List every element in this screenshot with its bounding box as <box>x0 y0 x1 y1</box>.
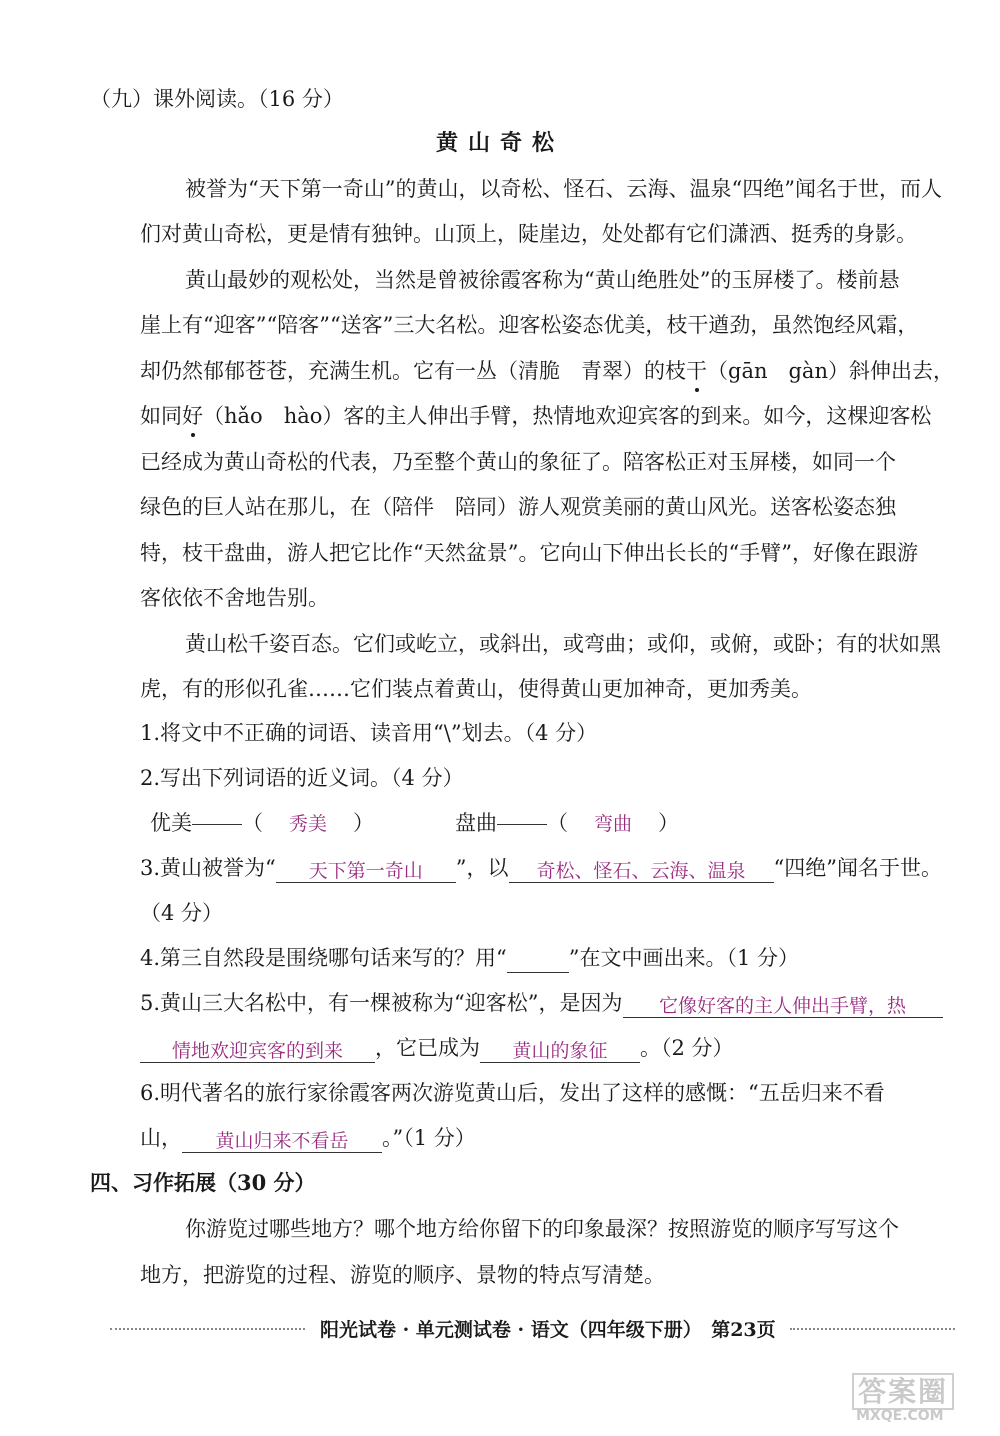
open-paren: （ <box>547 811 568 835</box>
paragraph3-line2: 虎，有的形似孔雀……它们装点着黄山，使得黄山更加神奇，更加秀美。 <box>140 677 812 701</box>
answer-blank-5a-cont[interactable]: 情地欢迎宾客的到来 <box>140 1036 375 1063</box>
dash-line <box>192 824 242 826</box>
dotted-character: 好 <box>182 401 203 431</box>
text-segment: ，它已成为 <box>375 1036 480 1060</box>
text-segment: 。”（1 分） <box>382 1126 476 1150</box>
dash-line <box>497 824 547 826</box>
watermark-domain: MXQE.COM <box>856 1408 944 1424</box>
paragraph2-line4 <box>140 401 931 431</box>
section-heading-writing: 四、习作拓展（30 分） <box>90 1170 316 1195</box>
question-5-line2 <box>140 1033 734 1063</box>
question-2: 2.写出下列词语的近义词。（4 分） <box>140 766 464 790</box>
text-segment: （hǎo hào）客的主人伸出手臂，热情地欢迎宾客的到来。如今，这棵迎客松 <box>203 404 932 428</box>
answer-blank-6[interactable]: 黄山归来不看岳 <box>182 1126 382 1153</box>
paragraph1-line2: 们对黄山奇松，更是情有独钟。山顶上，陡崖边，处处都有它们潇洒、挺秀的身影。 <box>140 222 917 246</box>
watermark-logo-text: 答案圈 <box>852 1373 954 1410</box>
paragraph2-line2: 崖上有“迎客”“陪客”“送客”三大名松。迎客松姿态优美，枝干遒劲，虽然饱经风霜， <box>140 313 919 337</box>
answer-blank-5b[interactable]: 黄山的象征 <box>480 1036 640 1063</box>
footer-text: 阳光试卷 · 单元测试卷 · 语文（四年级下册） 第23页 <box>320 1319 776 1341</box>
footer-divider-right <box>790 1328 955 1330</box>
question-5-line1 <box>140 988 943 1018</box>
word: 优美 <box>150 811 192 835</box>
article-title: 黄山奇松 <box>435 130 564 156</box>
answer-blank-5a[interactable]: 它像好客的主人伸出手臂，热 <box>623 991 943 1018</box>
text-segment: （gān gàn）斜伸出去， <box>707 359 954 383</box>
text-segment: 山， <box>140 1126 182 1150</box>
text-segment: 却仍然郁郁苍苍，充满生机。它有一丛（清脆 青翠）的枝 <box>140 359 686 383</box>
text-segment: 4.第三自然段是围绕哪句话来写的？用“ <box>140 946 507 970</box>
question-6-line2 <box>140 1123 476 1153</box>
answer-blank-3b[interactable]: 奇松、怪石、云海、温泉 <box>509 856 774 883</box>
text-segment: ”，以 <box>455 856 509 880</box>
paragraph2-line5: 已经成为黄山奇松的代表，乃至整个黄山的象征了。陪客松正对玉屏楼，如同一个 <box>140 450 896 474</box>
section-heading-reading: （九）课外阅读。（16 分） <box>90 87 344 111</box>
answer-synonym-1[interactable]: 秀美 <box>288 813 327 835</box>
word: 盘曲 <box>455 811 497 835</box>
paragraph2-line3 <box>140 356 954 386</box>
watermark-logo <box>852 1370 972 1422</box>
question-3-score: （4 分） <box>140 901 224 925</box>
answer-blank-3a[interactable]: 天下第一奇山 <box>276 856 456 883</box>
question-2-pair1 <box>150 808 374 839</box>
dotted-character: 干 <box>686 356 707 386</box>
question-4 <box>140 943 799 973</box>
text-segment: 5.黄山三大名松中，有一棵被称为“迎客松”，是因为 <box>140 991 623 1015</box>
close-paren: ） <box>353 811 374 835</box>
question-1: 1.将文中不正确的词语、读音用“\”划去。（4 分） <box>140 721 598 745</box>
paragraph3-line1: 黄山松千姿百态。它们或屹立，或斜出，或弯曲；或仰，或俯，或卧；有的状如黑 <box>185 632 941 656</box>
underline-symbol <box>507 952 569 973</box>
writing-prompt-line2: 地方，把游览的过程、游览的顺序、景物的特点写清楚。 <box>140 1263 665 1287</box>
text-segment: 3.黄山被誉为“ <box>140 856 276 880</box>
paragraph2-line8: 客依依不舍地告别。 <box>140 586 329 610</box>
question-6-line1: 6.明代著名的旅行家徐霞客两次游览黄山后，发出了这样的感慨：“五岳归来不看 <box>140 1081 885 1105</box>
paragraph2-line7: 特，枝干盘曲，游人把它比作“天然盆景”。它向山下伸出长长的“手臂”，好像在跟游 <box>140 541 918 565</box>
paragraph2-line6: 绿色的巨人站在那儿，在（陪伴 陪同）游人观赏美丽的黄山风光。送客松姿态独 <box>140 495 896 519</box>
text-segment: “四绝”闻名于世。 <box>773 856 943 880</box>
text-segment: ”在文中画出来。（1 分） <box>568 946 800 970</box>
text-segment: 。（2 分） <box>640 1036 734 1060</box>
question-3 <box>140 853 942 883</box>
paragraph2-line1: 黄山最妙的观松处，当然是曾被徐霞客称为“黄山绝胜处”的玉屏楼了。楼前悬 <box>185 268 900 292</box>
close-paren: ） <box>658 811 679 835</box>
writing-prompt-line1: 你游览过哪些地方？哪个地方给你留下的印象最深？按照游览的顺序写写这个 <box>185 1217 899 1241</box>
question-2-pair2 <box>455 808 679 839</box>
open-paren: （ <box>242 811 263 835</box>
paragraph1-line1: 被誉为“天下第一奇山”的黄山，以奇松、怪石、云海、温泉“四绝”闻名于世，而人 <box>185 177 942 201</box>
answer-synonym-2[interactable]: 弯曲 <box>593 813 632 835</box>
text-segment: 如同 <box>140 404 182 428</box>
footer-divider-left <box>110 1328 305 1330</box>
